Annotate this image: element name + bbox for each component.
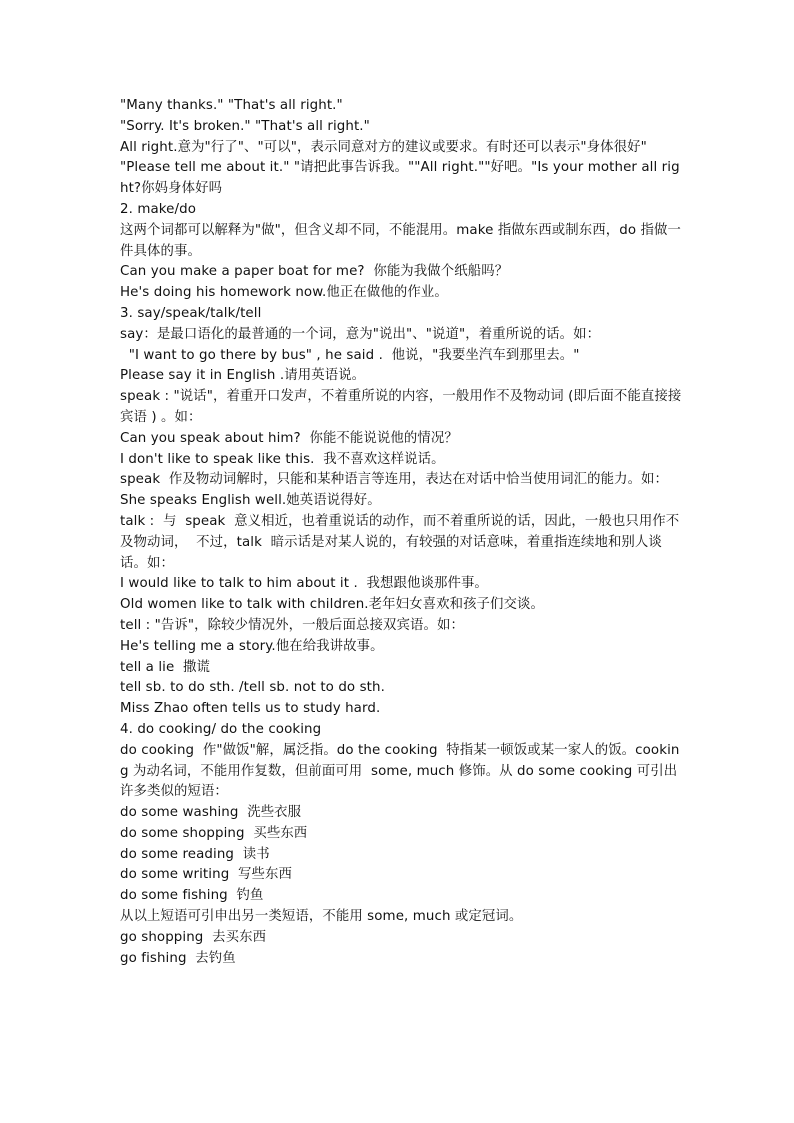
text-line-go-shopping: go shopping 去买东西 [120, 929, 267, 945]
text-line-tell-definition: tell : "告诉"，除较少情况外，一般后面总接双宾语。如： [120, 617, 464, 633]
section-heading-do-cooking: 4. do cooking/ do the cooking [120, 721, 322, 737]
section-heading-make-do: 2. make/do [120, 201, 197, 217]
text-line-old-women: Old women like to talk with children.老年妇女喜欢和孩子们交谈。 [120, 597, 545, 613]
text-line-speak-transitive: speak 作及物动词解时，只能和某种语言等连用，表达在对话中恰当使用词汇的能力。如： [120, 472, 669, 488]
text-line-talk-definition: talk : 与 speak 意义相近，也着重说话的动作，而不着重所说的话，因此，一般也只用作不及物动词， 不过，talk 暗示话是对某人说的，有较强的对话意味，着重指连续地和别人谈话。如： [120, 513, 680, 571]
text-line-say-english: Please say it in English .请用英语说。 [120, 368, 366, 384]
section-heading-say-speak-talk-tell: 3. say/speak/talk/tell [120, 305, 262, 321]
text-line-tell-sb-to-do: tell sb. to do sth. /tell sb. not to do sth. [120, 680, 385, 696]
text-line-do-some-washing: do some washing 洗些衣服 [120, 805, 302, 821]
text-line-speaks-english: She speaks English well.她英语说得好。 [120, 493, 381, 509]
text-line-all-right-meaning: All right.意为"行了"、"可以"，表示同意对方的建议或要求。有时还可以表示"身体很好" [120, 139, 647, 155]
text-line-please-tell-me: "Please tell me about it." "请把此事告诉我。""All right.""好吧。"Is your mother all right?你妈身体好吗 [120, 160, 680, 197]
text-line-speak-like-this: I don't like to speak like this. 我不喜欢这样说话。 [120, 451, 445, 467]
text-line-do-cooking-explanation: do cooking 作"做饭"解，属泛指。do the cooking 特指某一顿饭或某一家人的饭。cooking 为动名词，不能用作复数，但前面可用 some, much 修饰。从 do some cooking 可引出许多类似的短语： [120, 742, 680, 800]
text-line-many-thanks: "Many thanks." "That's all right." [120, 98, 343, 113]
text-line-speak-definition: speak : "说话"，着重开口发声，不着重所说的内容，一般用作不及物动词 (即后面不能直接接宾语 ) 。如： [120, 389, 682, 425]
text-line-tell-a-lie: tell a lie 撒谎 [120, 659, 211, 675]
text-line-do-some-shopping: do some shopping 买些东西 [120, 825, 308, 841]
text-line-speak-about-him: Can you speak about him? 你能不能说说他的情况？ [120, 430, 458, 446]
document-body [120, 96, 685, 969]
text-line-bus-example: "I want to go there by bus" , he said . 他说，"我要坐汽车到那里去。" [120, 347, 580, 363]
text-line-telling-story: He's telling me a story.他在给我讲故事。 [120, 638, 384, 654]
text-line-say-definition: say：是最口语化的最普通的一个词，意为"说出"、"说道"，着重所说的话。如： [120, 326, 601, 342]
text-line-sorry-broken: "Sorry. It's broken." "That's all right." [120, 118, 370, 134]
text-line-do-some-writing: do some writing 写些东西 [120, 867, 292, 883]
text-line-do-some-reading: do some reading 读书 [120, 846, 270, 862]
text-line-make-do-explanation: 这两个词都可以解释为"做"，但含义却不同，不能混用。make 指做东西或制东西，do 指做一件具体的事。 [120, 222, 681, 259]
text-line-extension-note: 从以上短语可引申出另一类短语，不能用 some, much 或定冠词。 [120, 909, 523, 925]
text-line-miss-zhao: Miss Zhao often tells us to study hard. [120, 701, 381, 717]
text-line-do-some-fishing: do some fishing 钓鱼 [120, 888, 264, 904]
text-line-paper-boat: Can you make a paper boat for me? 你能为我做个纸船吗？ [120, 264, 509, 280]
text-line-homework: He's doing his homework now.他正在做他的作业。 [120, 285, 448, 301]
text-line-go-fishing: go fishing 去钓鱼 [120, 950, 236, 966]
text-line-talk-to-him: I would like to talk to him about it . 我想跟他谈那件事。 [120, 576, 488, 592]
